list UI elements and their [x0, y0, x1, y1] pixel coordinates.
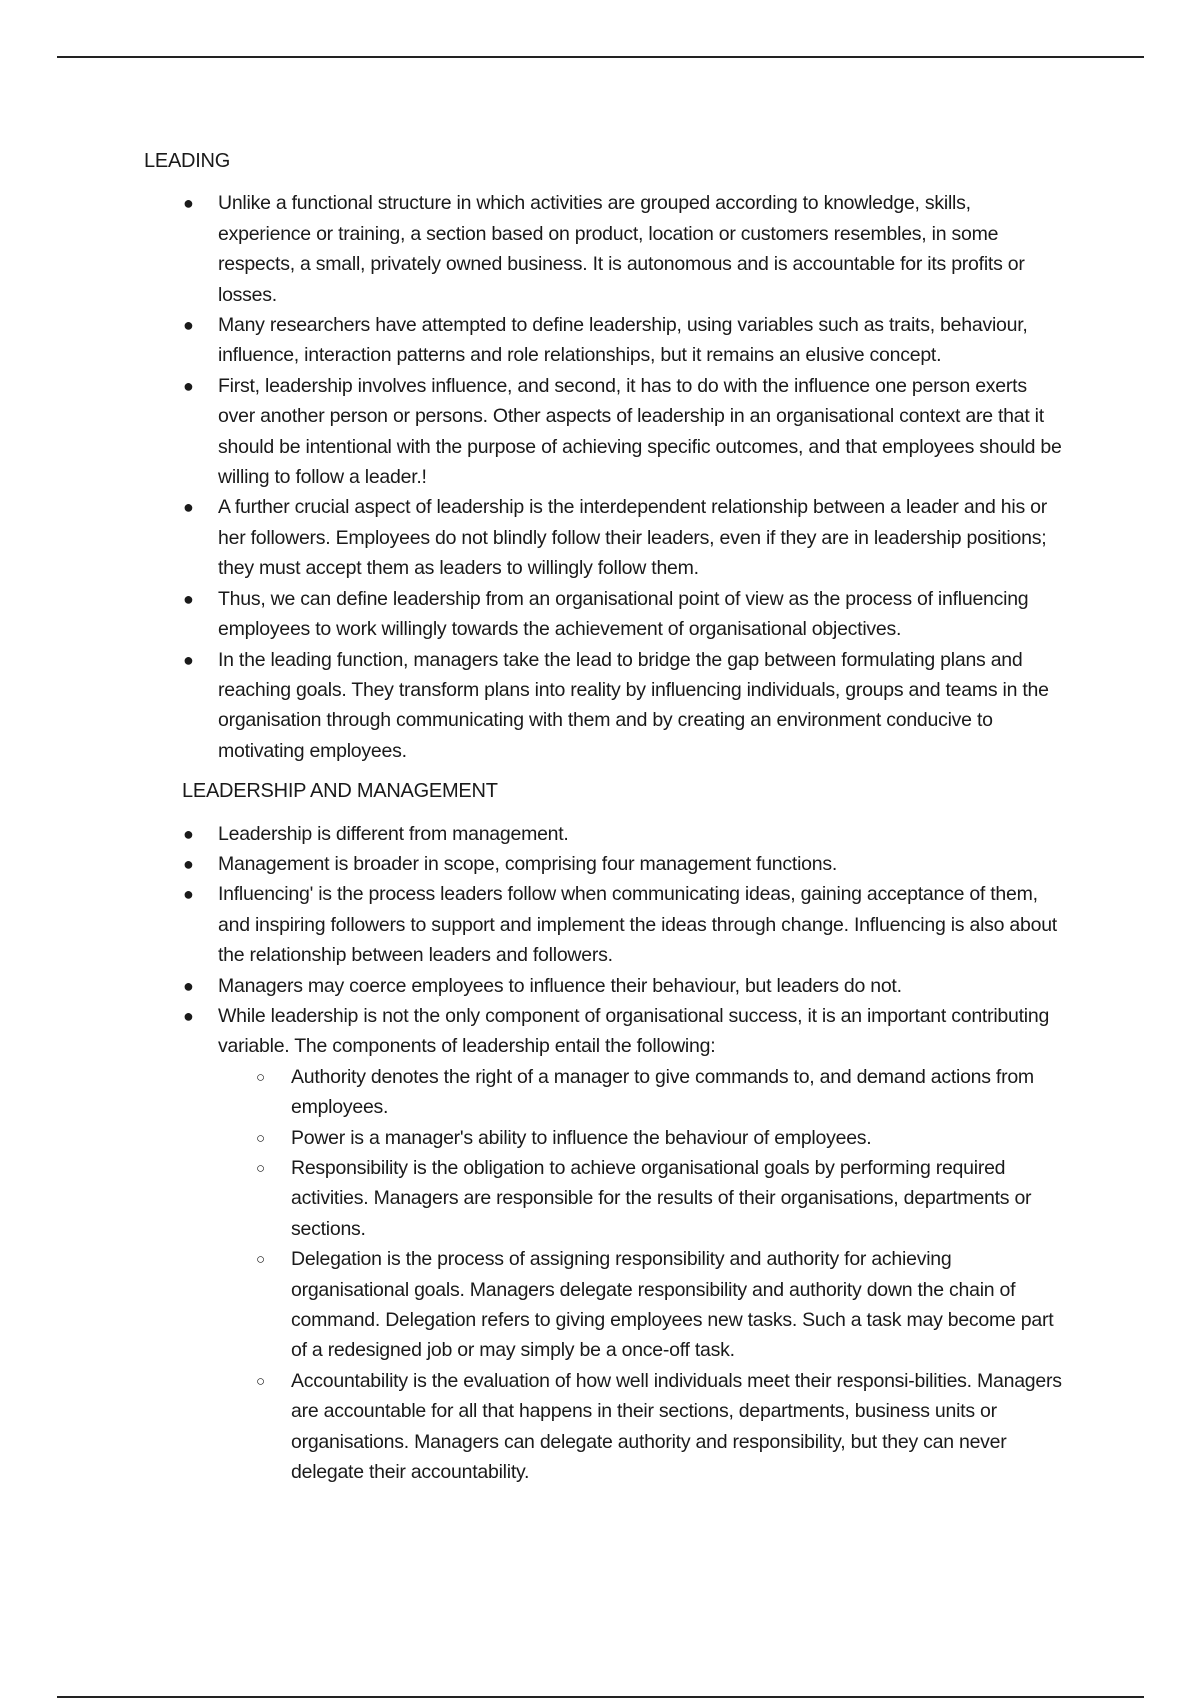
list-item: ● Thus, we can define leadership from an organisational point of view as the process of influencing employees to work willingly towards the achievement of organisational objectives.: [218, 584, 1064, 645]
bullet-icon: ●: [183, 649, 194, 670]
list-item: ● A further crucial aspect of leadership is the interdependent relationship between a leader and his or her followers. Employees do not blindly follow their leaders, even if they are in leadership positions; they must accept them as leaders to willingly follow them.: [218, 492, 1064, 583]
bullet-icon: ●: [183, 823, 194, 844]
heading-leadership-management: LEADERSHIP AND MANAGEMENT: [182, 780, 498, 803]
list-item: ○ Delegation is the process of assigning responsibility and authority for achieving organisational goals. Managers delegate responsibility and authority down the chain of command. Delegation refers to giving employees new tasks. Such a task may become part of a redesigned job or may simply be a once-off task.: [291, 1244, 1064, 1366]
leading-bullet-list: [144, 188, 1064, 766]
list-item: ● Influencing' is the process leaders follow when communicating ideas, gaining acceptance of them, and inspiring followers to support and implement the ideas through change. Influencing is also about the relationship between leaders and followers.: [218, 879, 1064, 970]
bottom-divider: [57, 1696, 1144, 1698]
list-item: ○ Responsibility is the obligation to achieve organisational goals by performing required activities. Managers are responsible for the results of their organisations, departments or sections.: [291, 1153, 1064, 1244]
document-body: [144, 146, 1064, 1487]
circle-bullet-icon: ○: [256, 1068, 265, 1086]
bullet-icon: ●: [183, 1005, 194, 1026]
bullet-icon: ●: [183, 315, 194, 336]
list-item: ● Leadership is different from management.: [218, 819, 1064, 849]
heading-leading: LEADING: [144, 150, 231, 172]
components-sub-list: [218, 1062, 1064, 1488]
bullet-icon: ●: [183, 588, 194, 609]
bullet-icon: ●: [183, 975, 194, 996]
list-item: ○ Power is a manager's ability to influence the behaviour of employees.: [291, 1123, 1064, 1153]
list-item: ○ Accountability is the evaluation of how well individuals meet their responsi-bilities. Managers are accountable for all that happens in their sections, departments, business units or organisations. Managers can delegate authority and responsibility, but they can never delegate their accountability.: [291, 1366, 1064, 1488]
bullet-icon: ●: [183, 853, 194, 874]
list-item: ● First, leadership involves influence, and second, it has to do with the influence one person exerts over another person or persons. Other aspects of leadership in an organisational context are that it should be intentional with the purpose of achieving specific outcomes, and that employees should be willing to follow a leader.!: [218, 371, 1064, 493]
bullet-icon: ●: [183, 884, 194, 905]
top-divider: [57, 56, 1144, 58]
bullet-icon: ●: [183, 375, 194, 396]
management-bullet-list: [144, 819, 1064, 1488]
list-item: ● Managers may coerce employees to influence their behaviour, but leaders do not.: [218, 971, 1064, 1001]
bullet-icon: ●: [183, 497, 194, 518]
list-item: ● Many researchers have attempted to define leadership, using variables such as traits, behaviour, influence, interaction patterns and role relationships, but it remains an elusive concept.: [218, 310, 1064, 371]
list-item: ○ Authority denotes the right of a manager to give commands to, and demand actions from employees.: [291, 1062, 1064, 1123]
bullet-icon: ●: [183, 193, 194, 214]
list-item: ● Unlike a functional structure in which activities are grouped according to knowledge, skills, experience or training, a section based on product, location or customers resembles, in some respects, a small, privately owned business. It is autonomous and is accountable for its profits or losses.: [218, 188, 1064, 310]
list-item: ● In the leading function, managers take the lead to bridge the gap between formulating plans and reaching goals. They transform plans into reality by influencing individuals, groups and teams in the organisation through communicating with them and by creating an environment conducive to motivating employees.: [218, 645, 1064, 767]
circle-bullet-icon: ○: [256, 1251, 265, 1269]
list-item: ● Management is broader in scope, comprising four management functions.: [218, 849, 1064, 879]
circle-bullet-icon: ○: [256, 1372, 265, 1390]
list-item: ● While leadership is not the only component of organisational success, it is an important contributing variable. The components of leadership entail the following: ○ Authority denotes the right of a manager to give commands to, and demand actions from employees. ○ Power is a manager's ability to influence the behaviour of employees. ○ Responsibility is the obligation to achieve organisational goals by performing required activities. Managers are responsible for the results of their organisations, departments or sections. ○ Delegation is the process of assigning responsibility and authority for achieving organisational goals. Managers delegate responsibility and authority down the chain of command. Delegation refers to giving employees new tasks. Such a task may become part of a redesigned job or may simply be a once-off task. ○ Accountability is the evaluation of how well individuals meet their responsi-bilities. Managers are accountable for all that happens in their sections, departments, business units or organisations. Managers can delegate authority and responsibility, but they can never delegate their accountability.: [218, 1001, 1064, 1488]
circle-bullet-icon: ○: [256, 1129, 265, 1147]
circle-bullet-icon: ○: [256, 1160, 265, 1177]
